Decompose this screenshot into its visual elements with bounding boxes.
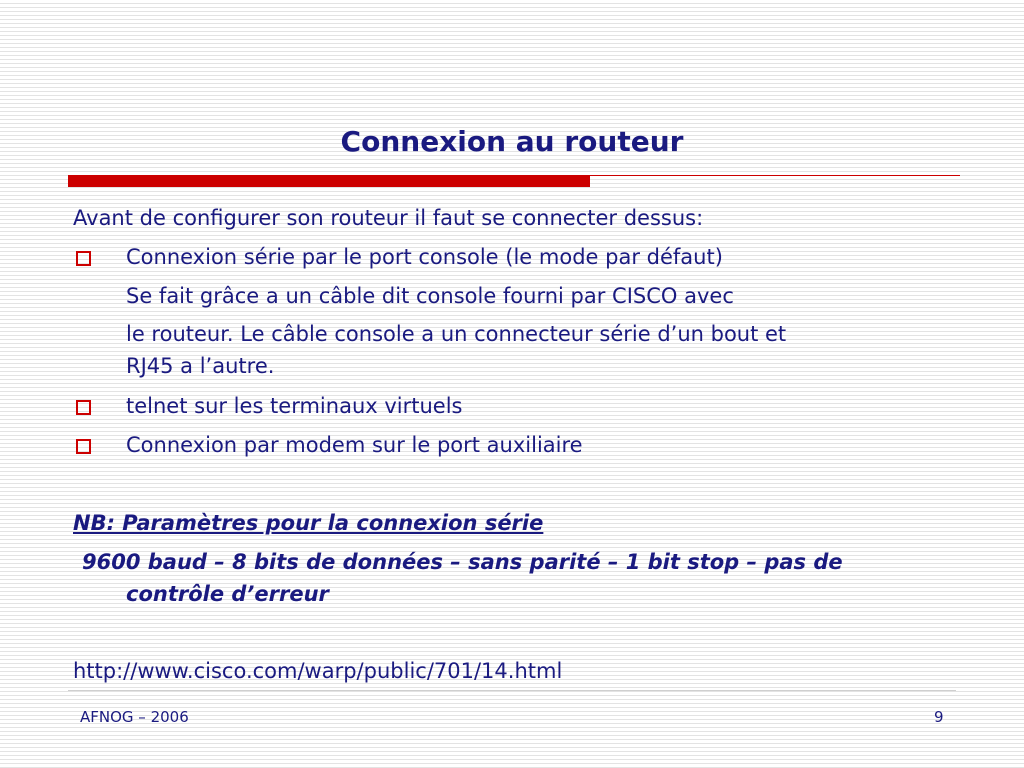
bullet-item-telnet: telnet sur les terminaux virtuels xyxy=(126,394,463,418)
title-rule-line xyxy=(590,175,960,176)
footer-label: AFNOG – 2006 xyxy=(80,708,189,726)
bullet-item-serial: Connexion série par le port console (le mode par défaut) xyxy=(126,245,723,269)
page-number: 9 xyxy=(934,708,944,726)
params-line-1: 9600 baud – 8 bits de données – sans parité – 1 bit stop – pas de xyxy=(82,550,843,574)
detail-line-2: le routeur. Le câble console a un connecteur série d’un bout et xyxy=(126,322,787,346)
footer-divider xyxy=(68,690,956,691)
bullet-square-icon xyxy=(76,251,91,266)
params-line-2: contrôle d’erreur xyxy=(126,582,329,606)
reference-link[interactable]: http://www.cisco.com/warp/public/701/14.html xyxy=(73,659,563,683)
bullet-square-icon xyxy=(76,439,91,454)
intro-text: Avant de configurer son routeur il faut se connecter dessus: xyxy=(73,206,704,230)
bullet-square-icon xyxy=(76,400,91,415)
bullet-item-modem: Connexion par modem sur le port auxiliaire xyxy=(126,433,583,457)
title-rule-bar xyxy=(68,175,590,187)
detail-line-1: Se fait grâce a un câble dit console fourni par CISCO avec xyxy=(126,284,734,308)
detail-line-3: RJ45 a l’autre. xyxy=(126,354,275,378)
nb-heading: NB: Paramètres pour la connexion série xyxy=(73,511,544,535)
slide-title: Connexion au routeur xyxy=(340,125,684,158)
